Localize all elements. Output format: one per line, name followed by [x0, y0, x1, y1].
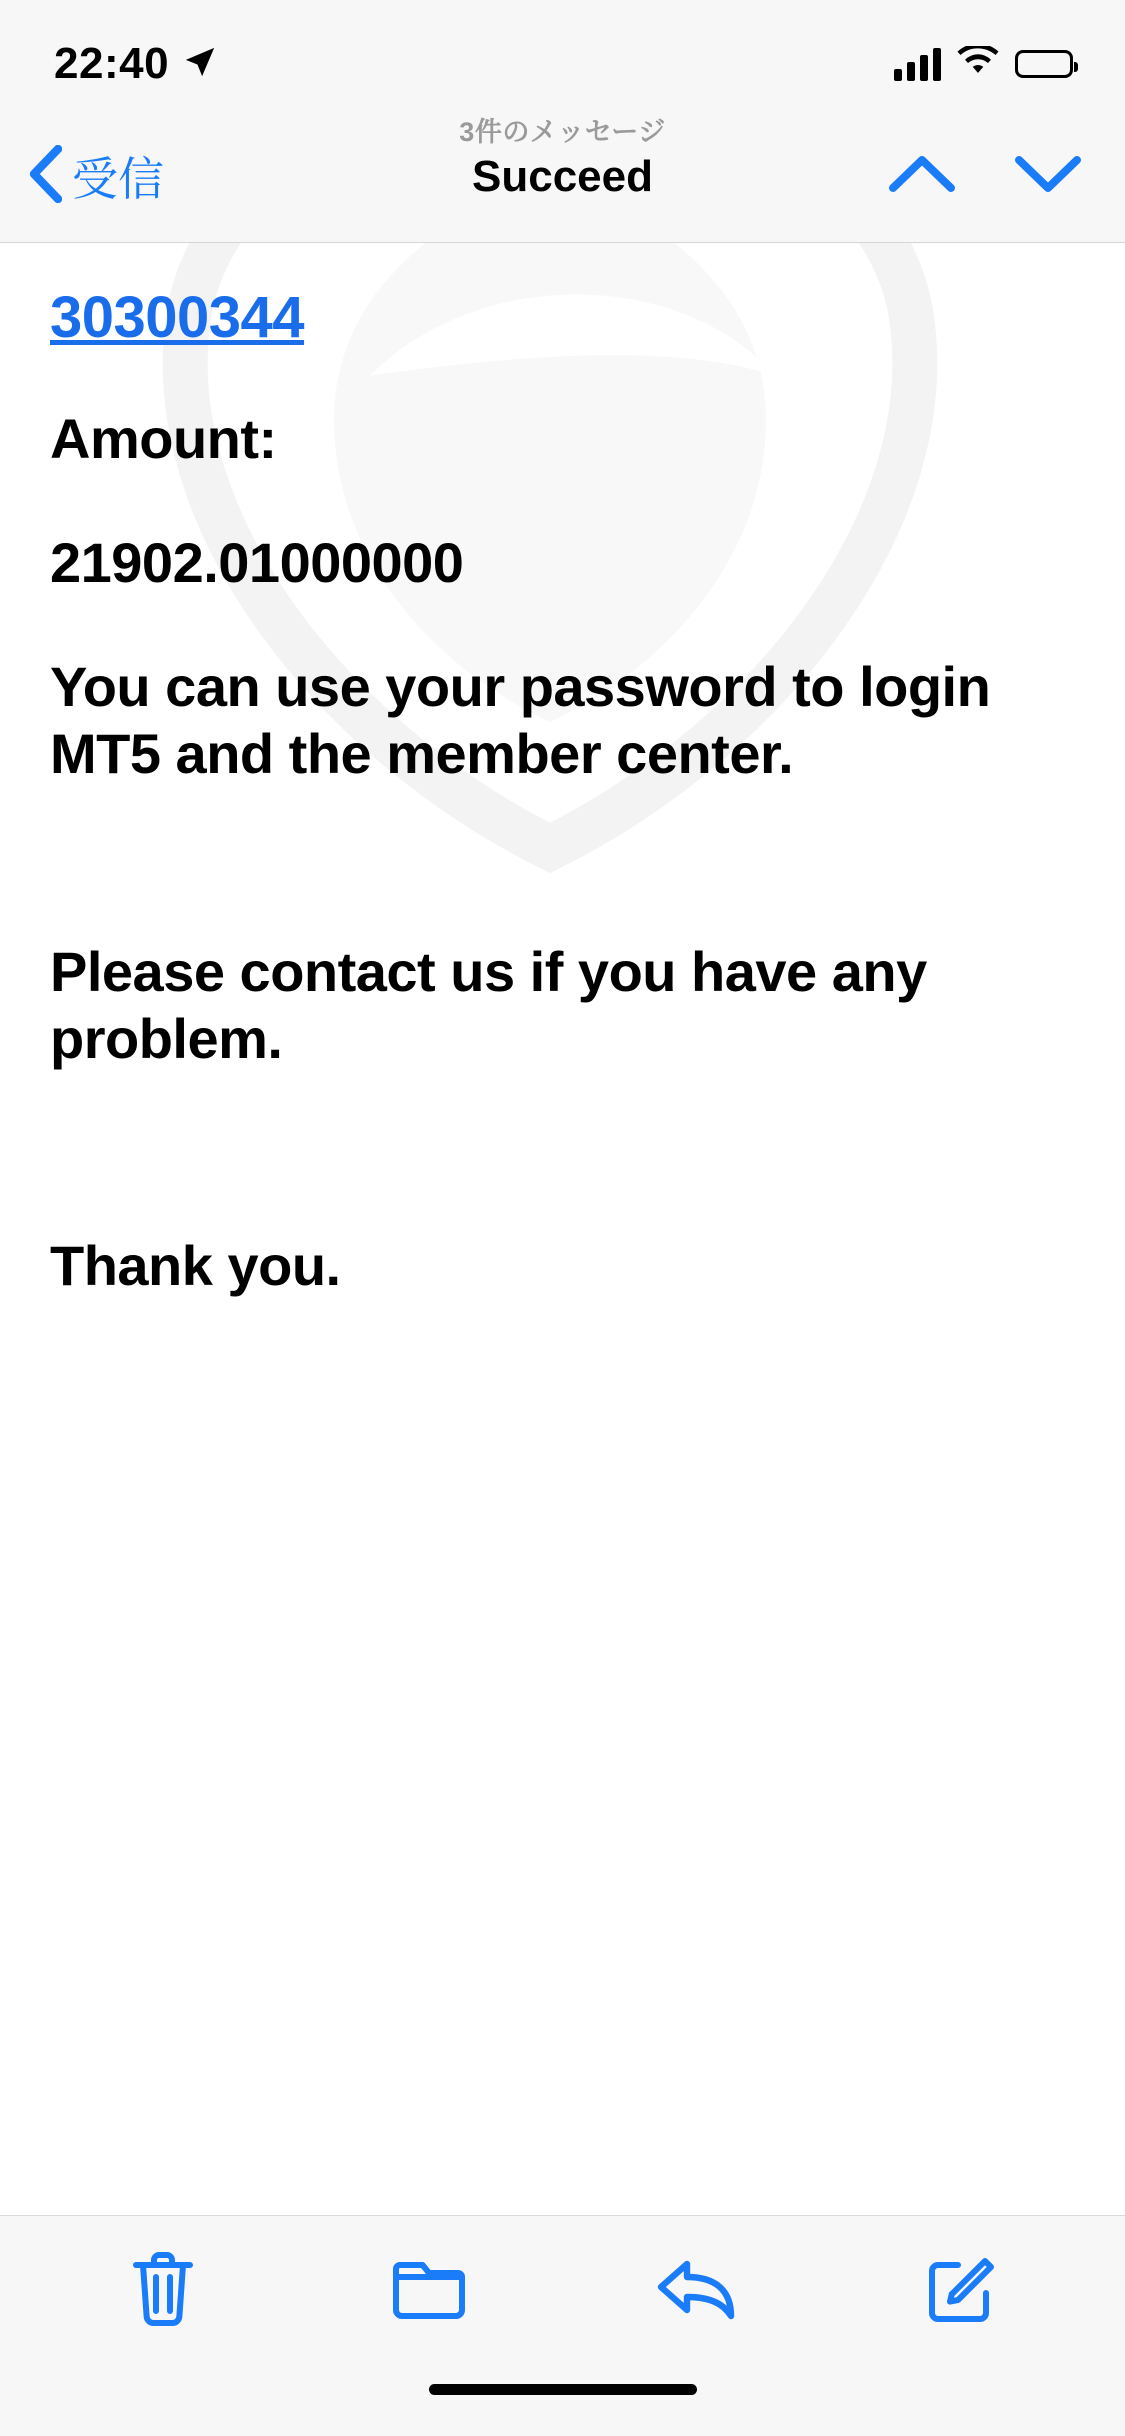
home-indicator-area — [0, 2366, 1125, 2436]
status-bar — [0, 0, 1125, 110]
status-time: 22:40 — [54, 39, 170, 88]
previous-message-button[interactable] — [889, 154, 955, 199]
account-number-link[interactable]: 30300344 — [50, 285, 305, 350]
message-count-label: 3件のメッセージ — [459, 117, 666, 147]
back-button-label: 受信 — [72, 153, 164, 205]
amount-value: 21902.01000000 — [50, 530, 464, 594]
delete-button[interactable] — [93, 2236, 233, 2346]
back-to-inbox-button[interactable] — [28, 143, 164, 209]
body-paragraph-2: Please contact us if you have any problem. — [50, 939, 927, 1070]
body-paragraph-1: You can use your password to login MT5 and the member center. — [50, 655, 991, 786]
cellular-signal-icon — [894, 47, 941, 81]
folder-icon — [391, 2258, 467, 2325]
move-button[interactable] — [359, 2236, 499, 2346]
amount-label: Amount: — [50, 406, 277, 470]
paragraph-spacer-2 — [50, 1072, 1075, 1232]
paragraph-spacer-1 — [50, 788, 1075, 938]
message-toolbar — [0, 2216, 1125, 2366]
message-body-scroll-area[interactable] — [0, 243, 1125, 2216]
location-arrow-icon — [183, 45, 217, 84]
page-title: Succeed — [472, 151, 653, 201]
wifi-icon — [957, 46, 999, 83]
battery-full-icon — [1015, 50, 1073, 78]
body-paragraph-3: Thank you. — [50, 1233, 341, 1297]
reply-button[interactable] — [626, 2236, 766, 2346]
compose-button[interactable] — [892, 2236, 1032, 2346]
message-body — [0, 243, 1125, 1299]
next-message-button[interactable] — [1015, 154, 1081, 199]
navigation-bar — [0, 110, 1125, 243]
navigation-right-controls — [889, 154, 1081, 199]
reply-arrow-icon — [655, 2256, 737, 2327]
chevron-left-icon — [28, 145, 62, 208]
status-bar-right — [894, 46, 1073, 83]
status-bar-left — [54, 39, 217, 89]
trash-icon — [132, 2251, 194, 2332]
home-indicator[interactable] — [429, 2384, 697, 2395]
compose-pencil-icon — [926, 2253, 998, 2330]
